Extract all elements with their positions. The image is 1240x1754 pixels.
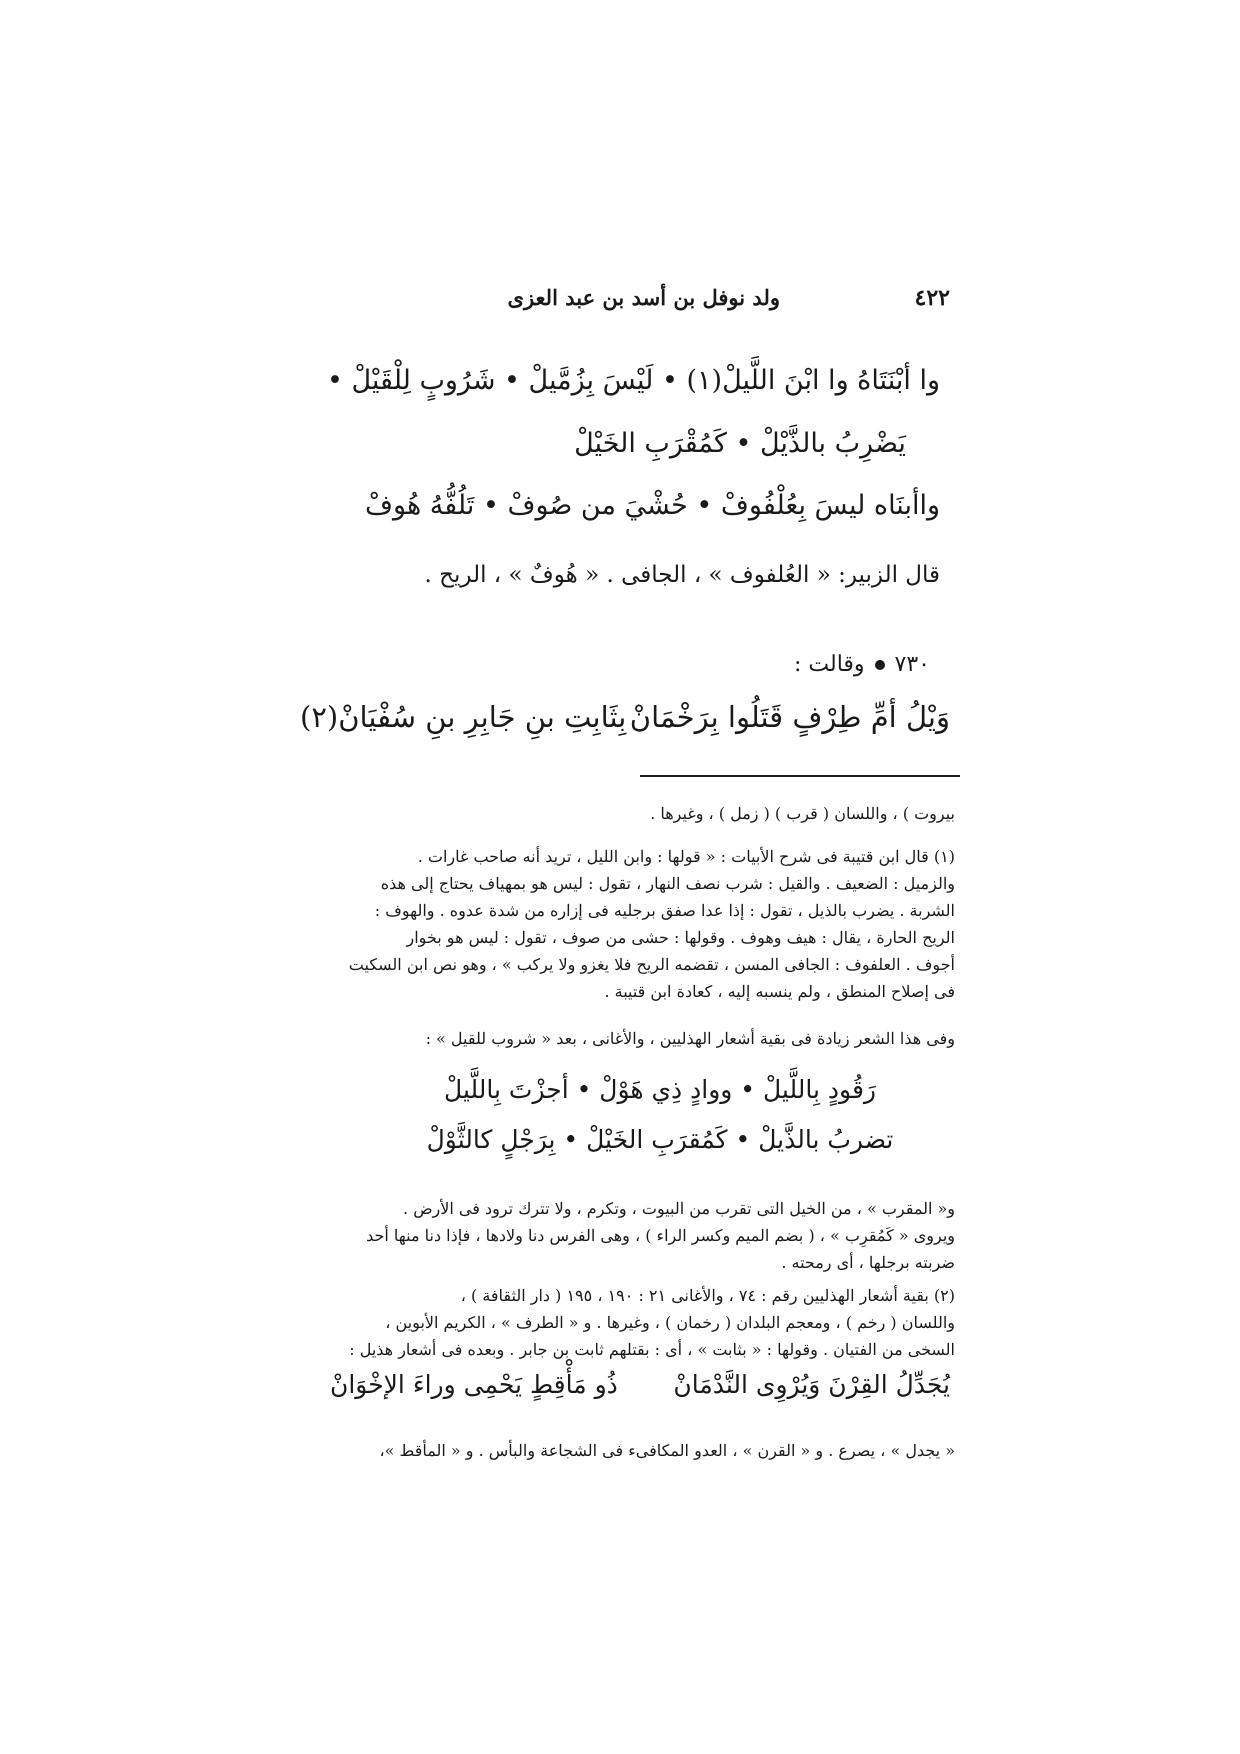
footnote-2-gloss <box>290 1437 955 1464</box>
main-verse-hemistich-2: بِثَابِتِ بنِ جَابِرِ بنِ سُفْيَانْ(٢) <box>300 700 627 734</box>
footnote-1-addition <box>290 1025 955 1052</box>
verse-line-2: يَضْرِبُ بالذَّيْلْ • كَمُقْرَبِ الخَيْلْ <box>574 428 906 459</box>
commentary-line: قال الزبير: « العُلفوف » ، الجافى . « هُوفٌ » ، الريح . <box>424 562 940 588</box>
footnote-line: « يجدل » ، يصرع . و « القرن » ، العدو المكافىء فى الشجاعة والبأس . و « المأقط »، <box>379 1441 955 1460</box>
footnote-2-hemistich-2: ذُو مَأْقِطٍ يَحْمِى وراءَ الإخْوَانْ <box>330 1370 618 1399</box>
verse-line-3: واأبنَاه ليسَ بِعُلْفُوفْ • حُشْيَ من صُوفْ • تَلُفُّهُ هُوفْ <box>365 490 940 521</box>
main-verse-hemistich-1: وَيْلُ أمِّ طِرْفٍ قَتَلُوا بِرَخْمَانْ <box>629 700 950 734</box>
footnote-1-verse-1: رَقُودٍ بِاللَّيلْ • ووادٍ ذِي هَوْلْ • أجزْتَ بِاللَّيلْ <box>444 1075 876 1104</box>
verse-line-1: وا أبْنَتَاهُ وا ابْنَ اللَّيلْ(١) • لَيْسَ بِزُمَّيلْ • شَرُوبٍ لِلْقَيْلْ • <box>326 365 940 396</box>
footnote-1-notes <box>290 1195 955 1276</box>
footnote-line: واللسان ( رخم ) ، ومعجم البلدان ( رخمان ) ، وغيرها . و « الطرف » ، الكريم الأبوين ، <box>385 1313 955 1332</box>
poem-intro <box>660 652 930 677</box>
footnote-line: وفى هذا الشعر زيادة فى بقية أشعار الهذليين ، والأغانى ، بعد « شروب للقيل » : <box>425 1029 955 1048</box>
footnote-line: الشربة . يضرب بالذيل ، تقول : إذا عدا صفق برجليه فى إزاره من شدة عدوه . والهوف : <box>374 901 955 920</box>
footnote-line: فى إصلاح المنطق ، ولم ينسبه إليه ، كعادة ابن قتيبة . <box>604 982 955 1001</box>
bullet-icon <box>875 660 885 670</box>
footnote-line: بيروت ) ، واللسان ( قرب ) ( زمل ) ، وغيرها . <box>650 804 955 823</box>
poem-intro-text: وقالت : <box>793 652 865 677</box>
footnote-line: السخى من الفتيان . وقولها : « بثابت » ، أى : بقتلهم ثابت بن جابر . وبعده فى أشعار هذيل : <box>349 1340 955 1359</box>
running-title: ولد نوفل بن أسد بن عبد العزى <box>507 285 780 310</box>
poem-number: ٧٣٠ <box>894 652 930 677</box>
footnote-line: الريح الحارة ، يقال : هيف وهوف . وقولها : حشى من صوف ، تقول : ليس هو بخوار <box>406 928 955 947</box>
main-verse <box>300 700 950 734</box>
footnote-1-verse-2: تضربُ بالذَّيلْ • كَمُقرَبِ الخَيْلْ • بِرَجْلٍ كالثَّوْلْ <box>426 1125 894 1154</box>
footnote-line: أجوف . العلفوف : الجافى المسن ، تقضمه الريح فلا يغزو ولا يركب » ، وهو نص ابن السكيت <box>348 955 955 974</box>
footnote-line: والزميل : الضعيف . والقيل : شرب نصف النهار ، تقول : ليس هو بمهياف يحتاج إلى هذه <box>380 874 955 893</box>
footnote-separator <box>640 775 960 777</box>
footnote-line: ويروى « كَمُقرِب » ، ( بضم الميم وكسر الراء ) ، وهى الفرس دنا ولادها ، فإذا دنا منها أحد <box>366 1226 955 1245</box>
footnote-2-hemistich-1: يُجَدِّلُ القِرْنَ وَيُرْوِى النَّدْمَانْ <box>673 1370 950 1399</box>
page-header <box>480 285 950 325</box>
footnote-line: و« المقرب » ، من الخيل التى تقرب من البيوت ، وتكرم ، ولا تترك ترود فى الأرض . <box>403 1199 955 1218</box>
footnote-2-verse <box>330 1370 950 1399</box>
footnote-continuation <box>290 800 955 827</box>
footnote-2 <box>290 1282 955 1363</box>
footnote-1 <box>290 843 955 1005</box>
footnote-line: (١) قال ابن قتيبة فى شرح الأبيات : « قولها : وابن الليل ، تريد أنه صاحب غارات . <box>417 847 955 866</box>
page-number: ٤٢٢ <box>914 285 950 311</box>
footnote-line: ضربته برجلها ، أى رمحته . <box>781 1253 955 1272</box>
footnote-line: (٢) بقية أشعار الهذليين رقم : ٧٤ ، والأغانى ٢١ : ١٩٠ ، ١٩٥ ( دار الثقافة ) ، <box>460 1286 955 1305</box>
